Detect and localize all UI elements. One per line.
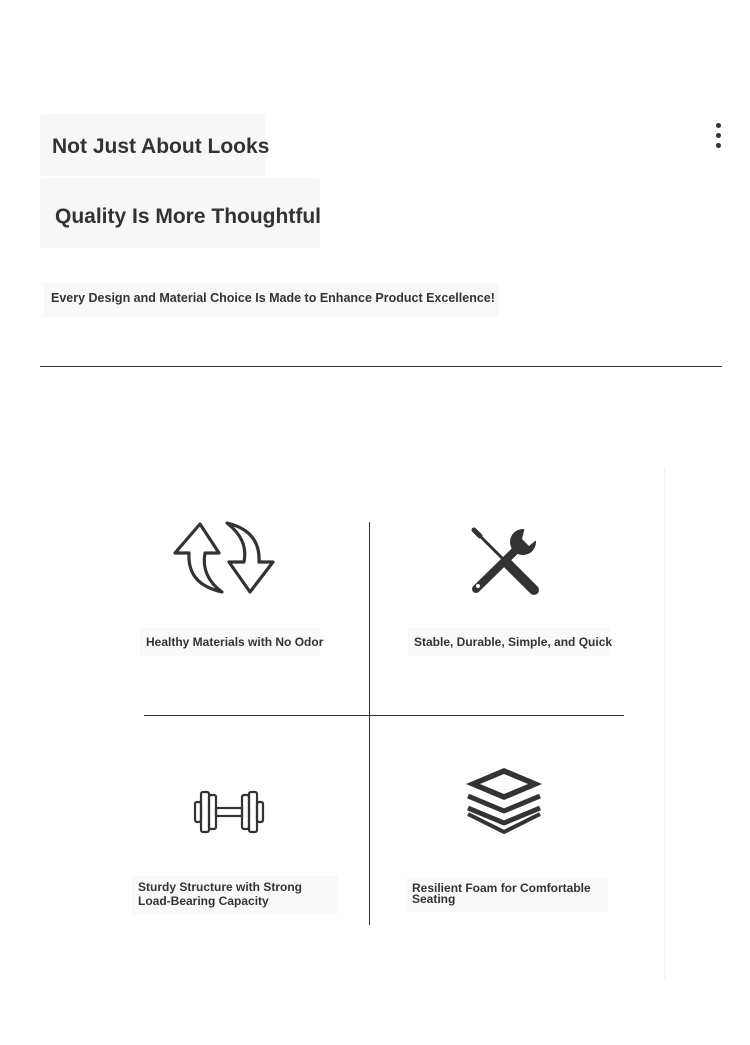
grid-horizontal-line bbox=[144, 715, 624, 716]
feature-label-resilient-foam: Resilient Foam for Comfortable Seating bbox=[412, 881, 591, 906]
page-title-line2: Quality Is More Thoughtful bbox=[55, 205, 321, 228]
layers-icon bbox=[462, 764, 546, 836]
wrench-screwdriver-icon bbox=[468, 526, 540, 596]
feature-label-healthy-materials: Healthy Materials with No Odor bbox=[146, 635, 324, 649]
refresh-arrows-icon bbox=[172, 520, 276, 596]
page-title-line1: Not Just About Looks bbox=[52, 135, 270, 158]
dumbbell-icon bbox=[192, 788, 266, 836]
page-subtitle: Every Design and Material Choice Is Made to Enhance Product Excellence! bbox=[51, 291, 495, 305]
feature-label-stable-durable: Stable, Durable, Simple, and Quick bbox=[414, 635, 613, 649]
grid-vertical-line bbox=[369, 522, 370, 925]
section-divider bbox=[40, 366, 722, 367]
more-vertical-icon[interactable] bbox=[709, 121, 729, 151]
feature-label-sturdy-structure: Sturdy Structure with Strong Load-Bearing Capacity bbox=[138, 880, 303, 908]
